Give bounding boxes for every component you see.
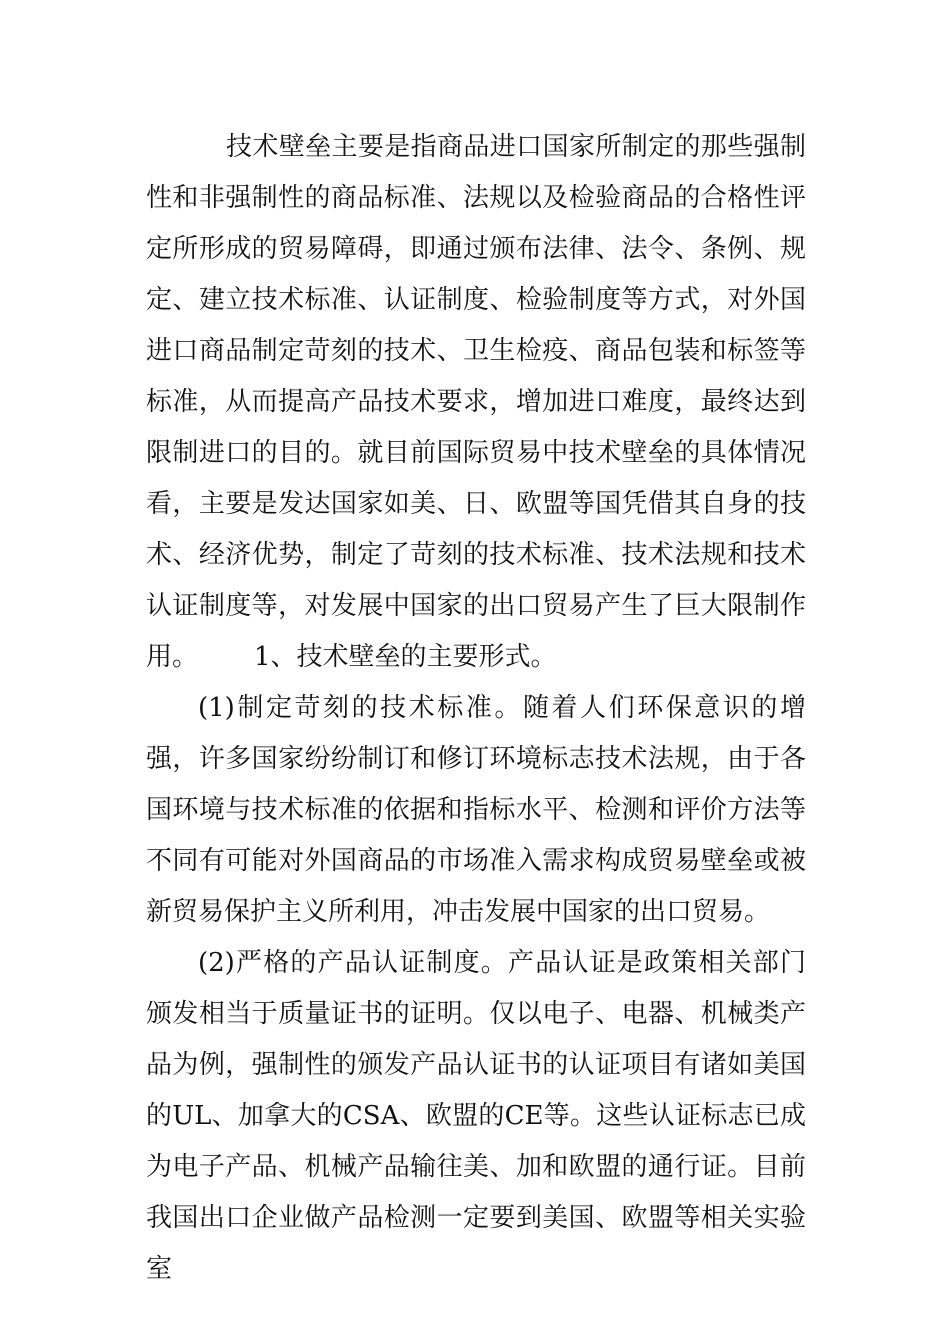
paragraph-product-certification: (2)严格的产品认证制度。产品认证是政策相关部门颁发相当于质量证书的证明。仅以电子、电器、机械类产品为例，强制性的颁发产品认证书的认证项目有诸如美国的UL、加拿大的CSA、欧盟的CE等。这些认证标志已成为电子产品、机械产品输往美、加和欧盟的通行证。目前我国出口企业做产品检测一定要到美国、欧盟等相关实验室 bbox=[146, 948, 806, 1284]
paragraph-technical-barriers-definition bbox=[146, 122, 806, 683]
document-body bbox=[146, 122, 806, 1295]
paragraph-technical-standards: (1)制定苛刻的技术标准。随着人们环保意识的增强，许多国家纷纷制订和修订环境标志技术法规，由于各国环境与技术标准的依据和指标水平、检测和评价方法等不同有可能对外国商品的市场准入需求构成贸易壁垒或被新贸易保护主义所利用，冲击发展中国家的出口贸易。 bbox=[146, 693, 806, 927]
paragraph-1-text: 技术壁垒主要是指商品进口国家所制定的那些强制性和非强制性的商品标准、法规以及检验商品的合格性评定所形成的贸易障碍，即通过颁布法律、法令、条例、规定、建立技术标准、认证制度、检验制度等方式，对外国进口商品制定苛刻的技术、卫生检疫、商品包装和标签等标准，从而提高产品技术要求，增加进口难度，最终达到限制进口的目的。就目前国际贸易中技术壁垒的具体情况看，主要是发达国家如美、日、欧盟等国凭借其自身的技术、经济优势，制定了苛刻的技术标准、技术法规和技术认证制度等，对发展中国家的出口贸易产生了巨大限制作用。 bbox=[146, 132, 806, 672]
section-heading: 1、技术壁垒的主要形式。 bbox=[254, 642, 557, 672]
